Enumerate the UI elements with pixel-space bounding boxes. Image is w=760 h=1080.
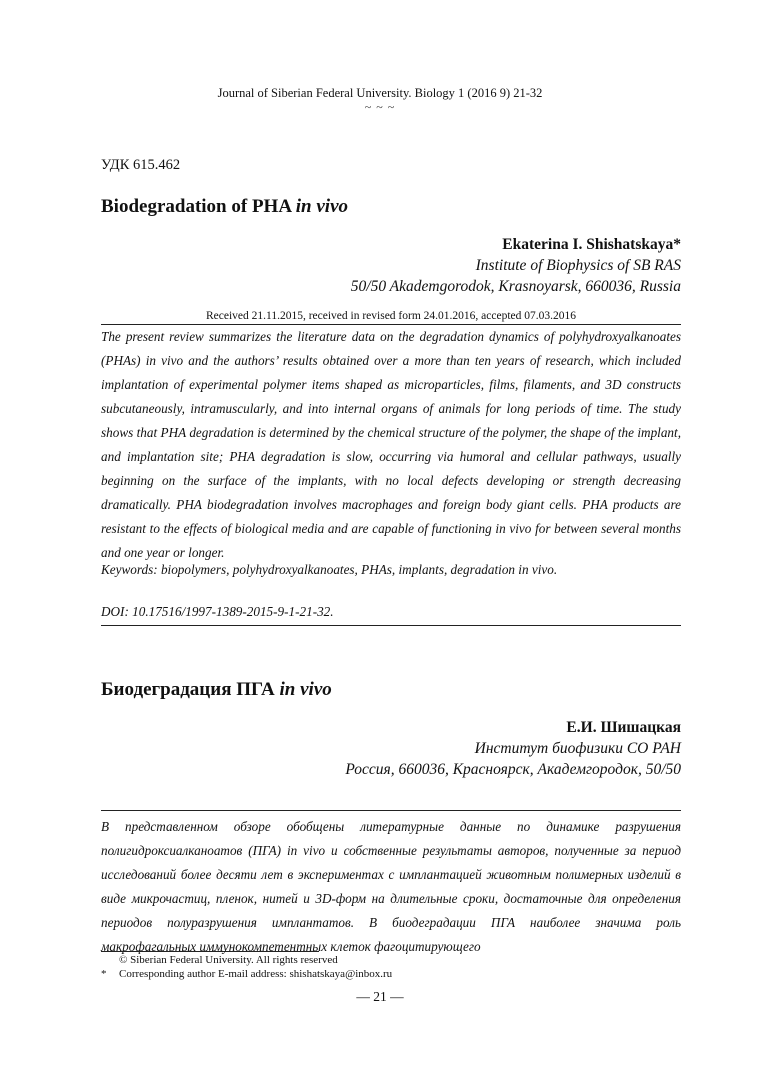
footnote-corresponding xyxy=(101,968,392,980)
footnote-star: * xyxy=(101,968,107,980)
received-dates: Received 21.11.2015, received in revised form 24.01.2016, accepted 07.03.2016 xyxy=(205,310,577,322)
affiliation-english-line2: 50/50 Akademgorodok, Krasnoyarsk, 660036, Russia xyxy=(350,278,681,295)
journal-ornament: ~ ~ ~ xyxy=(364,100,396,114)
footnote-rule xyxy=(101,951,319,952)
title-english-italic: in vivo xyxy=(295,196,349,217)
author-english: Ekaterina I. Shishatskaya* xyxy=(502,236,681,253)
journal-header: Journal of Siberian Federal University. Biology 1 (2016 9) 21-32 xyxy=(217,86,543,100)
abstract-bottom-rule xyxy=(101,625,681,626)
affiliation-russian-line1: Институт биофизики СО РАН xyxy=(474,740,681,757)
title-russian xyxy=(101,679,332,701)
udk-code: УДК 615.462 xyxy=(101,157,181,173)
affiliation-english-line1: Institute of Biophysics of SB RAS xyxy=(475,257,681,274)
affiliation-russian-line2: Россия, 660036, Красноярск, Академгородок, 50/50 xyxy=(345,761,681,778)
abstract-russian: В представленном обзоре обобщены литературные данные по динамике разрушения полигидроксиалканоатов (ПГА) in vivo и собственные результаты авторов, полученные за период исследований более десяти лет в экспериментах с имплантацией животным полимерных изделий в виде микрочастиц, пленок, нитей и 3D-форм на длительные сроки, достаточные для определения периодов полуразрушения имплантатов. В биодеградации ПГА наиболее значима роль макрофагальных иммунокомпетентных клеток фагоцитирующего xyxy=(101,819,681,954)
copyright-text: © Siberian Federal University. All rights reserved xyxy=(119,954,338,966)
title-english-main: Biodegradation of PHA xyxy=(101,196,296,217)
russian-abstract-rule xyxy=(101,810,681,811)
doi: DOI: 10.17516/1997-1389-2015-9-1-21-32. xyxy=(101,604,334,619)
page-number: — 21 — xyxy=(356,989,404,1004)
title-russian-main: Биодеградация ПГА xyxy=(101,679,280,700)
title-russian-italic: in vivo xyxy=(279,679,332,700)
corresponding-text: Corresponding author E-mail address: shishatskaya@inbox.ru xyxy=(119,968,393,980)
keywords-english: Keywords: biopolymers, polyhydroxyalkanoates, PHAs, implants, degradation in vivo. xyxy=(101,562,558,577)
author-russian: Е.И. Шишацкая xyxy=(566,719,681,736)
title-english xyxy=(101,196,348,218)
footnote-copyright xyxy=(101,954,338,966)
abstract-english: The present review summarizes the literature data on the degradation dynamics of polyhydroxyalkanoates (PHAs) in vivo and the authors’ results obtained over a more than ten years of research, which included implantation of experimental polymer items shaped as microparticles, films, filaments, and 3D constructs subcutaneously, intramuscularly, and into internal organs of animals for long periods of time. The study shows that PHA degradation is determined by the chemical structure of the polymer, the shape of the implant, and implantation site; PHA degradation is slow, occurring via humoral and cellular pathways, usually beginning on the surface of the implants, with no local defects developing or strength decreasing dramatically. PHA biodegradation involves macrophages and foreign body giant cells. PHA products are resistant to the effects of biological media and are capable of functioning in vivo for between several months and one year or longer. xyxy=(101,329,681,560)
